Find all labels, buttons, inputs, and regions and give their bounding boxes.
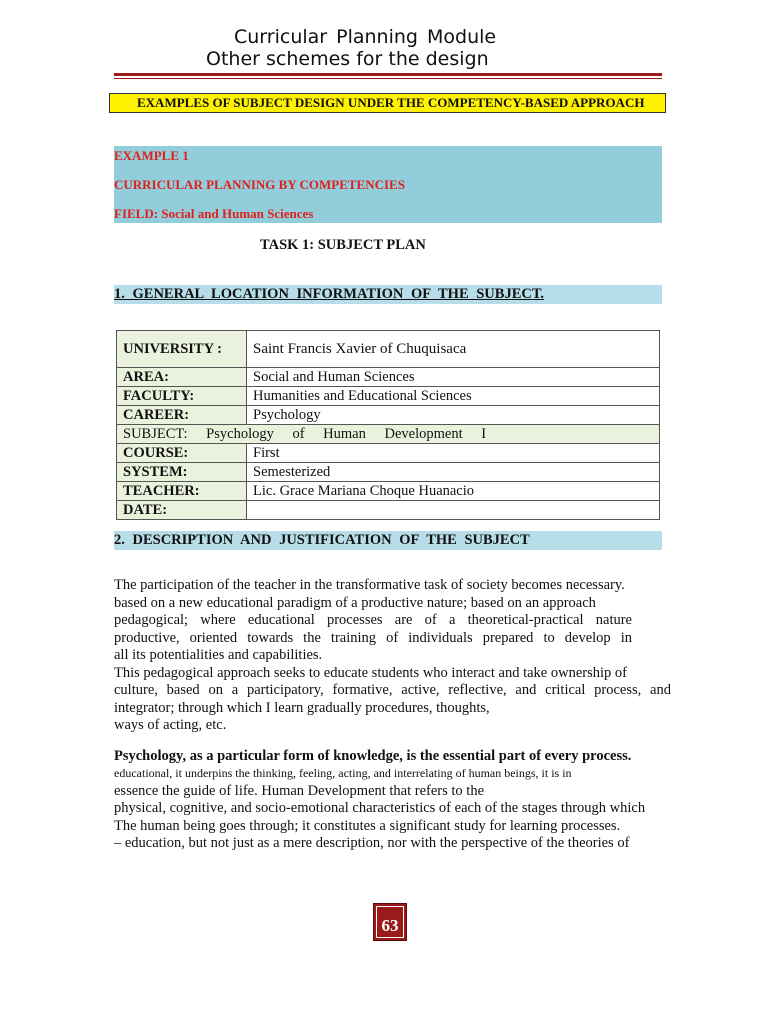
- row-value: [247, 501, 660, 520]
- page-number-badge: [373, 903, 407, 941]
- header-rule-thin: [114, 78, 662, 79]
- table-row: [117, 482, 660, 501]
- justification-paragraph-1: [114, 577, 672, 735]
- paragraph-line: This pedagogical approach seeks to educate students who interact and take ownership of: [114, 664, 627, 681]
- paragraph-line-bold: Psychology, as a particular form of knowledge, is the essential part of every process.: [114, 748, 632, 764]
- banner-text: EXAMPLES OF SUBJECT DESIGN UNDER THE COMPETENCY-BASED APPROACH: [137, 95, 645, 110]
- row-label: CAREER:: [117, 406, 247, 425]
- section1-title: 1. GENERAL LOCATION INFORMATION OF THE SUBJECT.: [114, 286, 545, 302]
- row-value: Psychology of Human Development I: [206, 425, 487, 442]
- paragraph-line: essence the guide of life. Human Development that refers to the: [114, 782, 485, 799]
- row-value: Psychology: [247, 406, 660, 425]
- task-title: TASK 1: SUBJECT PLAN: [260, 237, 426, 253]
- table-row: [117, 331, 660, 368]
- paragraph-line: all its potentialities and capabilities.: [114, 647, 323, 663]
- row-label: SYSTEM:: [117, 463, 247, 482]
- example-field: FIELD: Social and Human Sciences: [114, 206, 314, 221]
- module-title: Curricular Planning Module: [234, 26, 497, 48]
- justification-paragraph-2: [114, 748, 672, 853]
- paragraph-line: based on a new educational paradigm of a productive nature; based on an approach: [114, 594, 596, 611]
- section2-title: 2. DESCRIPTION AND JUSTIFICATION OF THE SUBJECT: [114, 532, 530, 548]
- table-row: [117, 501, 660, 520]
- row-value: Semesterized: [247, 463, 660, 482]
- row-value: Humanities and Educational Sciences: [247, 387, 660, 406]
- row-label: COURSE:: [117, 444, 247, 463]
- paragraph-line: ways of acting, etc.: [114, 717, 227, 733]
- row-label: DATE:: [117, 501, 247, 520]
- table-row: [117, 368, 660, 387]
- row-label: AREA:: [117, 368, 247, 387]
- subject-info-table: [116, 330, 660, 520]
- row-label: FACULTY:: [117, 387, 247, 406]
- row-value: Saint Francis Xavier of Chuquisaca: [247, 331, 660, 368]
- table-row: [117, 406, 660, 425]
- example-heading: CURRICULAR PLANNING BY COMPETENCIES: [114, 177, 405, 192]
- paragraph-line: The participation of the teacher in the transformative task of society becomes necessary.: [114, 577, 625, 593]
- row-value: Lic. Grace Mariana Choque Huanacio: [247, 482, 660, 501]
- paragraph-line: culture, based on a participatory, formative, active, reflective, and critical process, and: [114, 682, 671, 698]
- table-row: [117, 425, 660, 444]
- paragraph-line: physical, cognitive, and socio-emotional characteristics of each of the stages through which: [114, 800, 646, 816]
- row-value: First: [247, 444, 660, 463]
- table-row: [117, 463, 660, 482]
- row-label: SUBJECT:: [123, 425, 188, 442]
- row-value: Social and Human Sciences: [247, 368, 660, 387]
- table-row: [117, 387, 660, 406]
- paragraph-line: integrator; through which I learn gradually procedures, thoughts,: [114, 699, 490, 716]
- paragraph-line-small: educational, it underpins the thinking, feeling, acting, and interrelating of human beings, it is in: [114, 765, 572, 780]
- header-rule: [114, 73, 662, 76]
- page-number: 63: [381, 916, 399, 935]
- row-label: TEACHER:: [117, 482, 247, 501]
- paragraph-line: – education, but not just as a mere description, nor with the perspective of the theories of: [114, 835, 630, 851]
- module-subtitle: Other schemes for the design: [206, 48, 489, 70]
- table-row: [117, 444, 660, 463]
- paragraph-line: productive, oriented towards the training of individuals prepared to develop in: [114, 629, 632, 646]
- example-label: EXAMPLE 1: [114, 148, 189, 163]
- subject-row: [117, 425, 660, 444]
- row-label: UNIVERSITY :: [117, 331, 247, 368]
- paragraph-line: pedagogical; where educational processes are of a theoretical-practical nature: [114, 612, 632, 628]
- paragraph-line: The human being goes through; it constitutes a significant study for learning processes.: [114, 817, 621, 834]
